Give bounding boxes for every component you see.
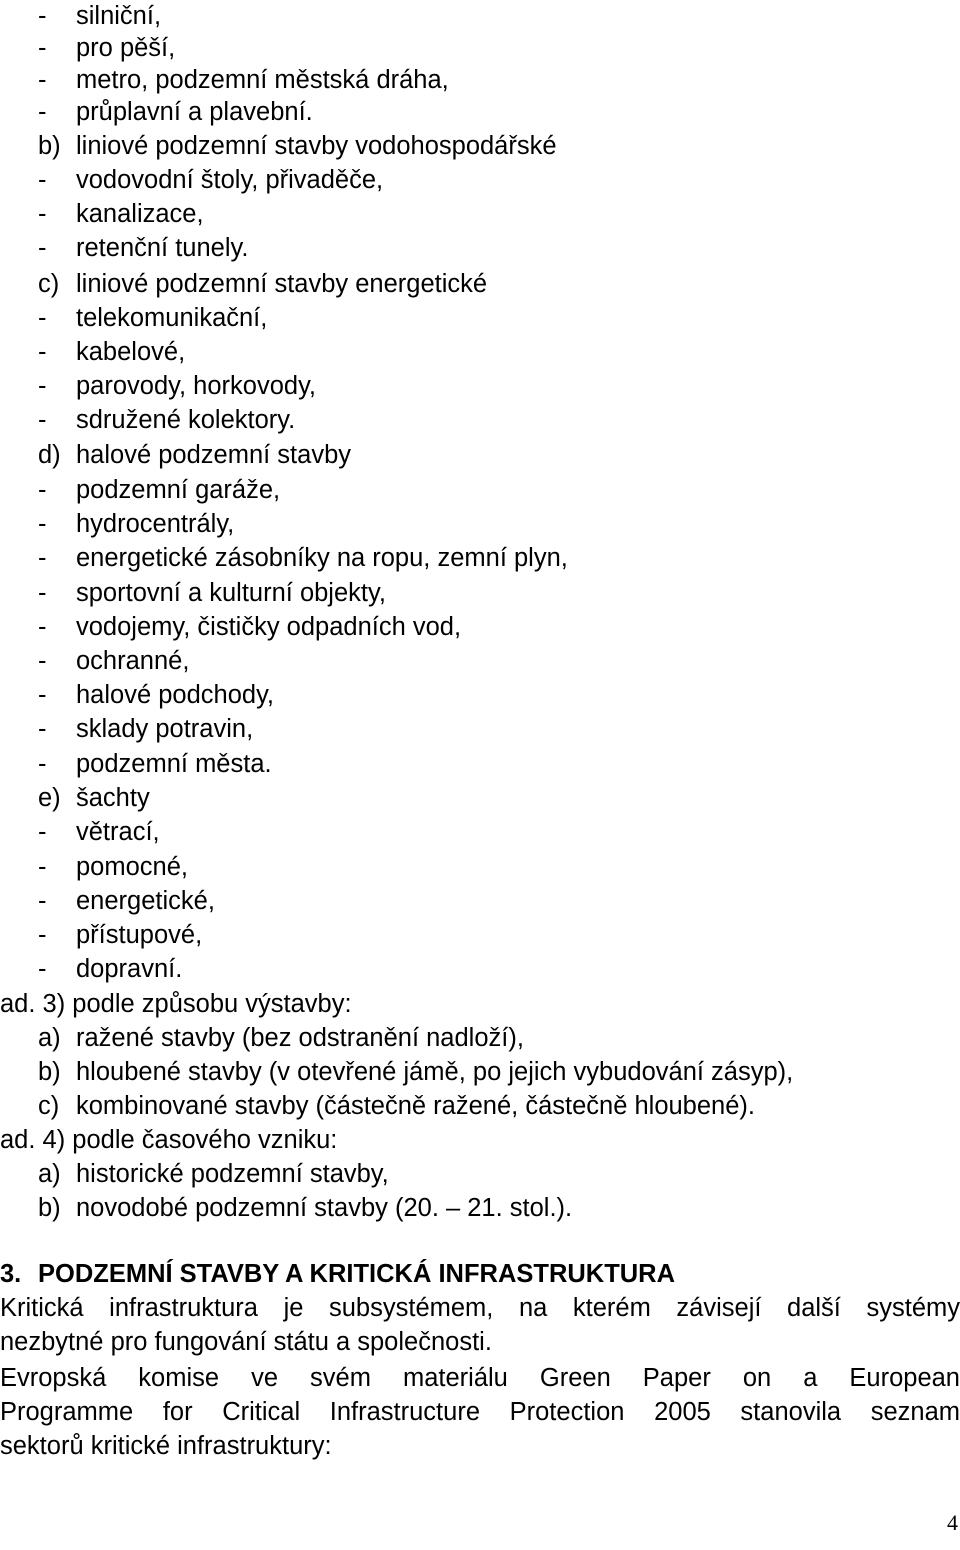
bullet-dash: - — [38, 579, 47, 607]
bullet-dash: - — [38, 372, 47, 400]
list-item-text: silniční, — [76, 2, 162, 30]
section-number: 3. — [0, 1260, 22, 1288]
list-item — [38, 508, 234, 540]
bullet-dash: - — [38, 887, 47, 915]
subsection-text: šachty — [76, 784, 150, 812]
bullet-dash: - — [38, 234, 47, 262]
list-item-text: podzemní města. — [76, 750, 272, 778]
list-item — [38, 64, 449, 96]
list-item — [38, 713, 253, 745]
list-item-text: průplavní a plavební. — [76, 98, 313, 126]
bullet-dash: - — [38, 304, 47, 332]
list-item-text: přístupové, — [76, 921, 203, 949]
bullet-dash: - — [38, 2, 47, 30]
list-item-text: kanalizace, — [76, 200, 204, 228]
subsection-heading — [38, 782, 150, 814]
bullet-dash: - — [38, 853, 47, 881]
bullet-dash: - — [38, 647, 47, 675]
list-item — [38, 474, 280, 506]
list-item — [38, 1056, 793, 1088]
subsection-marker: e) — [38, 784, 61, 812]
bullet-dash: - — [38, 66, 47, 94]
list-item-text: dopravní. — [76, 955, 183, 983]
list-item-text: vodojemy, čističky odpadních vod, — [76, 613, 462, 641]
bullet-dash: - — [38, 955, 47, 983]
subsection-marker: b) — [38, 132, 61, 160]
list-item — [38, 816, 160, 848]
bullet-dash: - — [38, 34, 47, 62]
subsection-text: liniové podzemní stavby vodohospodářské — [76, 132, 557, 160]
list-item-text: pomocné, — [76, 853, 188, 881]
category-heading-text: ad. 3) podle způsobu výstavby: — [0, 990, 352, 1018]
list-item — [38, 1158, 389, 1190]
list-item — [38, 851, 188, 883]
list-marker: b) — [38, 1194, 61, 1222]
list-item — [38, 953, 182, 985]
list-item — [38, 542, 568, 574]
list-item — [38, 336, 185, 368]
category-heading-text: ad. 4) podle časového vzniku: — [0, 1126, 338, 1154]
subsection-heading — [38, 268, 487, 300]
subsection-marker: c) — [38, 270, 60, 298]
list-item — [38, 919, 202, 951]
list-item-text: energetické zásobníky na ropu, zemní plyn, — [76, 544, 568, 572]
list-item-text: halové podchody, — [76, 681, 275, 709]
section-title: PODZEMNÍ STAVBY A KRITICKÁ INFRASTRUKTURA — [38, 1260, 676, 1288]
list-item-text: vodovodní štoly, přivaděče, — [76, 166, 384, 194]
bullet-dash: - — [38, 338, 47, 366]
section-heading — [0, 1258, 675, 1290]
list-item — [38, 885, 215, 917]
subsection-heading — [38, 130, 557, 162]
list-item — [38, 232, 248, 264]
list-item-text: parovody, horkovody, — [76, 372, 317, 400]
list-item — [38, 164, 383, 196]
list-item-text: hydrocentrály, — [76, 510, 235, 538]
paragraph-line: Evropská komise ve svém materiálu Green Paper on a European — [0, 1364, 960, 1392]
list-item-text: telekomunikační, — [76, 304, 268, 332]
bullet-dash: - — [38, 476, 47, 504]
list-item — [38, 198, 204, 230]
paragraph-line: sektorů kritické infrastruktury: — [0, 1432, 332, 1460]
subsection-heading — [38, 439, 351, 471]
bullet-dash: - — [38, 715, 47, 743]
bullet-dash: - — [38, 818, 47, 846]
list-item — [38, 370, 316, 402]
list-item — [38, 611, 461, 643]
list-marker: c) — [38, 1092, 60, 1120]
list-item — [38, 96, 313, 128]
category-heading — [0, 1124, 337, 1156]
bullet-dash: - — [38, 98, 47, 126]
list-marker: a) — [38, 1160, 61, 1188]
list-item-text: podzemní garáže, — [76, 476, 281, 504]
list-item-text: retenční tunely. — [76, 234, 249, 262]
list-item-text: historické podzemní stavby, — [76, 1160, 389, 1188]
list-item-text: kombinované stavby (částečně ražené, částečně hloubené). — [76, 1092, 755, 1120]
list-item-text: ražené stavby (bez odstranění nadloží), — [76, 1024, 524, 1052]
bullet-dash: - — [38, 544, 47, 572]
list-item — [38, 577, 386, 609]
list-item — [38, 404, 295, 436]
list-item — [38, 1022, 524, 1054]
subsection-text: liniové podzemní stavby energetické — [76, 270, 488, 298]
list-item-text: hloubené stavby (v otevřené jámě, po jejich vybudování zásyp), — [76, 1058, 794, 1086]
subsection-marker: d) — [38, 441, 61, 469]
paragraph-line: Programme for Critical Infrastructure Protection 2005 stanovila seznam — [0, 1398, 960, 1426]
bullet-dash: - — [38, 750, 47, 778]
bullet-dash: - — [38, 510, 47, 538]
bullet-dash: - — [38, 406, 47, 434]
list-item-text: novodobé podzemní stavby (20. – 21. stol.). — [76, 1194, 573, 1222]
list-marker: b) — [38, 1058, 61, 1086]
paragraph-line: Kritická infrastruktura je subsystémem, na kterém závisejí další systémy — [0, 1294, 960, 1322]
list-item — [38, 1192, 572, 1224]
list-item-text: pro pěší, — [76, 34, 176, 62]
subsection-text: halové podzemní stavby — [76, 441, 351, 469]
list-item-text: kabelové, — [76, 338, 186, 366]
bullet-dash: - — [38, 166, 47, 194]
list-item-text: sdružené kolektory. — [76, 406, 296, 434]
category-heading — [0, 988, 352, 1020]
list-item — [38, 748, 272, 780]
bullet-dash: - — [38, 681, 47, 709]
page-number: 4 — [947, 1510, 958, 1535]
list-item — [38, 302, 267, 334]
list-item-text: sportovní a kulturní objekty, — [76, 579, 386, 607]
bullet-dash: - — [38, 921, 47, 949]
list-item — [38, 679, 274, 711]
list-item-text: metro, podzemní městská dráha, — [76, 66, 449, 94]
list-marker: a) — [38, 1024, 61, 1052]
bullet-dash: - — [38, 613, 47, 641]
list-item-text: ochranné, — [76, 647, 190, 675]
list-item — [38, 32, 175, 64]
list-item-text: energetické, — [76, 887, 215, 915]
list-item — [38, 1090, 755, 1122]
list-item — [38, 0, 161, 32]
list-item — [38, 645, 189, 677]
bullet-dash: - — [38, 200, 47, 228]
paragraph-line: nezbytné pro fungování státu a společnosti. — [0, 1328, 492, 1356]
list-item-text: větrací, — [76, 818, 160, 846]
list-item-text: sklady potravin, — [76, 715, 254, 743]
